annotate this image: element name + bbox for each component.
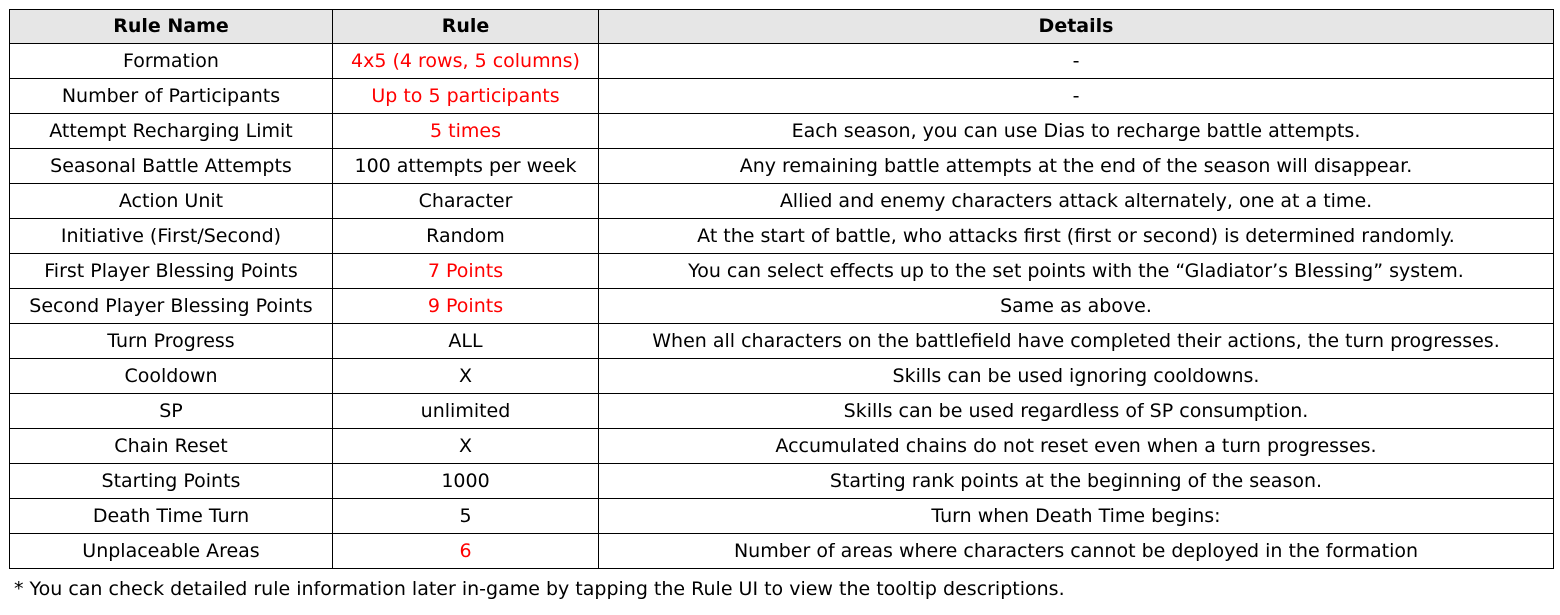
rule-value-cell: 100 attempts per week [333, 149, 599, 184]
rule-name-cell: Seasonal Battle Attempts [10, 149, 333, 184]
table-row [10, 219, 1554, 254]
table-row [10, 254, 1554, 289]
rule-name-cell: Starting Points [10, 464, 333, 499]
rule-value-cell: unlimited [333, 394, 599, 429]
rule-name-cell: Chain Reset [10, 429, 333, 464]
rule-name-cell: First Player Blessing Points [10, 254, 333, 289]
rule-value-cell: Up to 5 participants [333, 79, 599, 114]
footnote: * You can check detailed rule information later in-game by tapping the Rule UI to view the tooltip descriptions. [14, 578, 1065, 600]
table-row [10, 324, 1554, 359]
table-row [10, 394, 1554, 429]
rules-table-container [9, 9, 1553, 569]
rule-name-cell: SP [10, 394, 333, 429]
rules-table [9, 9, 1554, 569]
rule-value-cell: 5 [333, 499, 599, 534]
rule-name-cell: Unplaceable Areas [10, 534, 333, 569]
rule-name-cell: Death Time Turn [10, 499, 333, 534]
rule-value-cell: 4x5 (4 rows, 5 columns) [333, 44, 599, 79]
table-row [10, 114, 1554, 149]
rule-name-cell: Cooldown [10, 359, 333, 394]
rule-name-cell: Turn Progress [10, 324, 333, 359]
table-row [10, 184, 1554, 219]
rule-name-cell: Formation [10, 44, 333, 79]
rule-details-cell: You can select effects up to the set points with the “Gladiator’s Blessing” system. [599, 254, 1554, 289]
rule-details-cell: Starting rank points at the beginning of the season. [599, 464, 1554, 499]
table-row [10, 149, 1554, 184]
rule-details-cell: - [599, 44, 1554, 79]
table-row [10, 359, 1554, 394]
rule-details-cell: Allied and enemy characters attack alternately, one at a time. [599, 184, 1554, 219]
header-rule-name: Rule Name [10, 10, 333, 44]
rule-value-cell: Character [333, 184, 599, 219]
rule-name-cell: Attempt Recharging Limit [10, 114, 333, 149]
rule-details-cell: Any remaining battle attempts at the end of the season will disappear. [599, 149, 1554, 184]
rule-details-cell: Skills can be used ignoring cooldowns. [599, 359, 1554, 394]
rule-value-cell: X [333, 359, 599, 394]
rule-name-cell: Action Unit [10, 184, 333, 219]
rule-details-cell: Accumulated chains do not reset even when a turn progresses. [599, 429, 1554, 464]
rules-table-header [10, 10, 1554, 44]
rule-value-cell: Random [333, 219, 599, 254]
rule-value-cell: X [333, 429, 599, 464]
rule-details-cell: Same as above. [599, 289, 1554, 324]
rule-name-cell: Initiative (First/Second) [10, 219, 333, 254]
table-row [10, 289, 1554, 324]
rule-details-cell: Number of areas where characters cannot be deployed in the formation [599, 534, 1554, 569]
header-rule: Rule [333, 10, 599, 44]
rule-details-cell: Turn when Death Time begins: [599, 499, 1554, 534]
rule-name-cell: Second Player Blessing Points [10, 289, 333, 324]
rule-name-cell: Number of Participants [10, 79, 333, 114]
rule-details-cell: When all characters on the battlefield have completed their actions, the turn progresses. [599, 324, 1554, 359]
rule-value-cell: 1000 [333, 464, 599, 499]
table-row [10, 534, 1554, 569]
header-row [10, 10, 1554, 44]
rule-value-cell: 9 Points [333, 289, 599, 324]
rule-value-cell: 5 times [333, 114, 599, 149]
table-row [10, 79, 1554, 114]
rule-value-cell: 6 [333, 534, 599, 569]
rule-details-cell: At the start of battle, who attacks first (first or second) is determined randomly. [599, 219, 1554, 254]
table-row [10, 44, 1554, 79]
header-details: Details [599, 10, 1554, 44]
rule-details-cell: Skills can be used regardless of SP consumption. [599, 394, 1554, 429]
rule-details-cell: Each season, you can use Dias to recharge battle attempts. [599, 114, 1554, 149]
rule-value-cell: ALL [333, 324, 599, 359]
rule-value-cell: 7 Points [333, 254, 599, 289]
table-row [10, 499, 1554, 534]
rule-details-cell: - [599, 79, 1554, 114]
table-row [10, 429, 1554, 464]
table-row [10, 464, 1554, 499]
rules-table-body [10, 44, 1554, 569]
